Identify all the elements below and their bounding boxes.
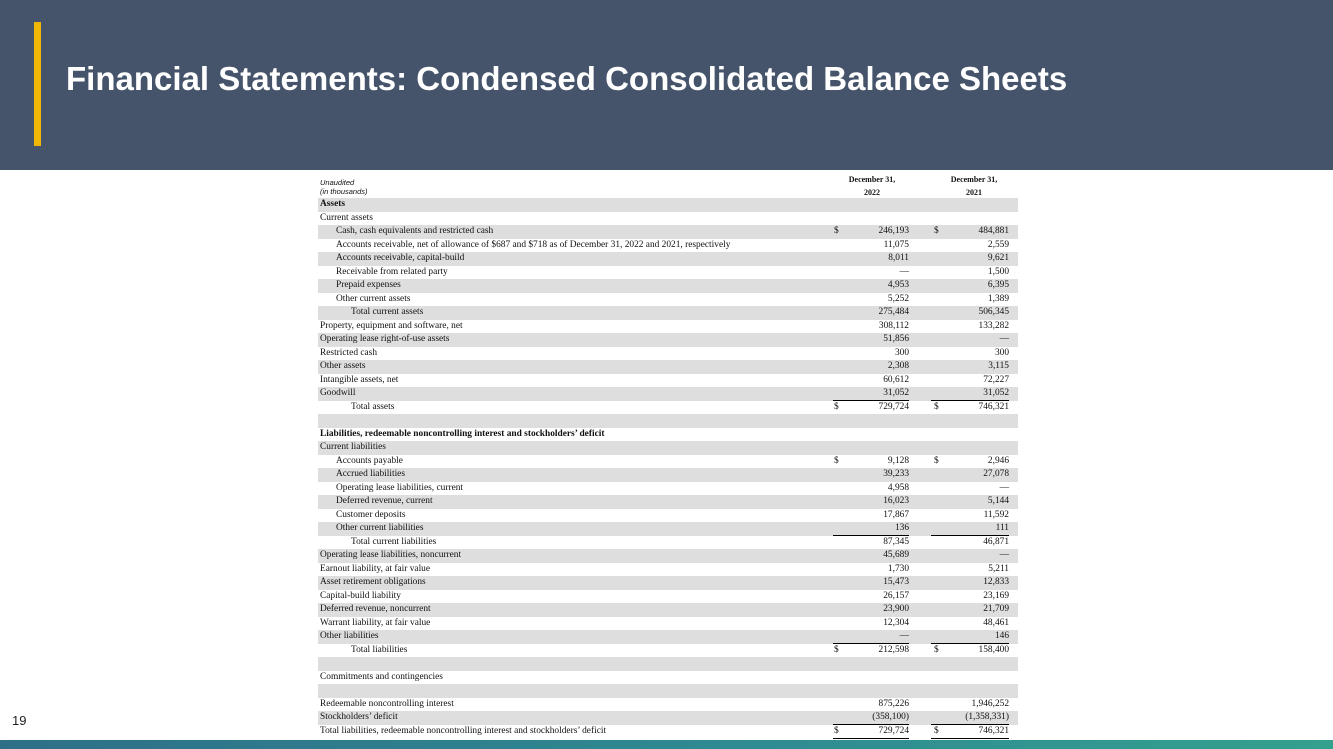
row-label: Accrued liabilities	[336, 469, 405, 479]
value-2022: 60,612	[883, 374, 909, 385]
value-2021: 12,833	[983, 577, 1009, 587]
currency-symbol: $	[834, 226, 839, 236]
value-2022: 212,598	[878, 644, 909, 655]
row-label: Total liabilities, redeemable noncontrolling interest and stockholders’ deficit	[320, 725, 607, 736]
table-row	[318, 630, 1018, 644]
value-2022: 9,128	[887, 455, 909, 466]
value-2021	[931, 441, 1009, 454]
currency-symbol: $	[934, 644, 939, 655]
value-2021: 27,078	[983, 469, 1009, 479]
table-row	[318, 509, 1018, 523]
value-2021: (1,358,331)	[931, 711, 1009, 725]
table-row	[318, 644, 1018, 658]
value-2021	[931, 428, 1009, 441]
row-label: Operating lease liabilities, noncurrent	[320, 550, 462, 560]
value-2021: 6,395	[987, 280, 1009, 290]
value-2022: 136	[833, 522, 909, 536]
value-2021: —	[999, 550, 1009, 560]
value-2021: 9,621	[987, 253, 1009, 263]
table-row	[318, 279, 1018, 293]
value-2022	[833, 441, 909, 454]
table-row	[318, 698, 1018, 712]
row-label: Total liabilities	[351, 644, 408, 655]
row-label: Assets	[320, 199, 345, 209]
value-2022: 308,112	[878, 320, 909, 331]
row-label: Warrant liability, at fair value	[320, 617, 431, 628]
row-label: Accounts receivable, net of allowance of $687 and $718 as of December 31, 2022 and 2021, respectively	[336, 239, 731, 250]
value-2021: —	[999, 482, 1009, 493]
value-2021: 300	[994, 347, 1009, 358]
value-2021: 158,400	[978, 644, 1009, 655]
table-row	[318, 657, 1018, 671]
value-2021: 506,345	[978, 307, 1009, 317]
value-2022: 17,867	[883, 509, 909, 520]
value-2022: 875,226	[878, 698, 909, 709]
table-row	[318, 266, 1018, 280]
row-label: Intangible assets, net	[320, 374, 399, 385]
value-2021: 111	[931, 522, 1009, 536]
footer-bar	[0, 740, 1333, 749]
value-2022: 45,689	[883, 550, 909, 560]
table-row	[318, 387, 1018, 401]
value-2022: 1,730	[887, 563, 909, 574]
currency-symbol: $	[934, 455, 939, 466]
value-2021	[931, 414, 1009, 427]
row-label: Total assets	[351, 401, 395, 412]
unaudited-label: Unaudited	[320, 178, 355, 187]
value-2022	[833, 414, 909, 427]
currency-symbol: $	[934, 725, 939, 736]
currency-symbol: $	[834, 455, 839, 466]
value-2022	[833, 684, 909, 697]
table-row	[318, 374, 1018, 388]
value-2021: 5,144	[987, 496, 1009, 506]
value-2021	[931, 212, 1009, 225]
slide-header	[0, 0, 1333, 170]
value-2021	[931, 657, 1009, 670]
value-2021: 3,115	[988, 361, 1009, 371]
table-row	[318, 603, 1018, 617]
table-row	[318, 671, 1018, 685]
value-2022: —	[899, 266, 909, 277]
row-label: Deferred revenue, current	[336, 496, 433, 506]
balance-sheet-table	[318, 198, 1018, 738]
table-row	[318, 225, 1018, 239]
page-number: 19	[12, 713, 27, 728]
value-2021: 1,389	[931, 293, 1009, 307]
row-label: Receivable from related party	[336, 266, 448, 277]
table-row	[318, 617, 1018, 631]
table-row	[318, 536, 1018, 550]
table-row	[318, 576, 1018, 590]
value-2022: 4,958	[887, 482, 909, 493]
table-row	[318, 401, 1018, 415]
table-row	[318, 563, 1018, 577]
value-2022: 729,724	[833, 401, 909, 417]
row-label: Redeemable noncontrolling interest	[320, 698, 454, 709]
value-2022: 5,252	[833, 293, 909, 307]
row-label: Total current liabilities	[351, 536, 437, 547]
value-2022	[833, 671, 909, 684]
value-2021: 133,282	[978, 320, 1009, 331]
table-row	[318, 320, 1018, 334]
value-2021	[931, 684, 1009, 697]
value-2021: —	[999, 334, 1009, 344]
table-row	[318, 306, 1018, 320]
row-label: Customer deposits	[336, 509, 406, 520]
value-2022: 15,473	[883, 577, 909, 587]
value-2021: 146	[931, 630, 1009, 644]
row-label: Property, equipment and software, net	[320, 320, 463, 331]
table-row	[318, 590, 1018, 604]
value-2022	[833, 198, 909, 211]
table-row	[318, 333, 1018, 347]
value-2022: 12,304	[883, 617, 909, 628]
table-row	[318, 293, 1018, 307]
row-label: Current assets	[320, 212, 373, 223]
row-label: Operating lease right-of-use assets	[320, 334, 450, 344]
row-label: Other current assets	[336, 293, 411, 304]
value-2021: 484,881	[978, 226, 1009, 236]
col-2022-header-top: December 31,	[848, 175, 896, 184]
value-2021: 1,500	[987, 266, 1009, 277]
value-2022: 729,724	[833, 725, 909, 741]
value-2022: 4,953	[887, 280, 909, 290]
value-2022: 26,157	[883, 590, 909, 601]
value-2021: 2,946	[987, 455, 1009, 466]
value-2022: 275,484	[878, 307, 909, 317]
value-2022: 16,023	[883, 496, 909, 506]
value-2021	[931, 198, 1009, 211]
value-2021: 46,871	[983, 536, 1009, 547]
table-row	[318, 428, 1018, 442]
table-row	[318, 725, 1018, 739]
row-label: Accounts payable	[336, 455, 403, 466]
row-label: Other current liabilities	[336, 523, 424, 533]
value-2022	[833, 212, 909, 225]
value-2022: 11,075	[883, 239, 909, 250]
row-label: Accounts receivable, capital-build	[336, 253, 465, 263]
value-2021: 2,559	[987, 239, 1009, 250]
value-2022: 2,308	[887, 361, 909, 371]
table-row	[318, 347, 1018, 361]
col-2022-header-year: 2022	[833, 188, 911, 199]
title-accent-bar	[34, 22, 41, 146]
currency-symbol: $	[834, 401, 839, 412]
row-label: Cash, cash equivalents and restricted cash	[336, 226, 494, 236]
value-2022	[833, 428, 909, 441]
row-label: Capital-build liability	[320, 590, 401, 601]
row-label: Goodwill	[320, 388, 356, 398]
table-row	[318, 495, 1018, 509]
table-row	[318, 198, 1018, 212]
value-2021	[931, 671, 1009, 684]
table-row	[318, 549, 1018, 563]
table-row	[318, 455, 1018, 469]
slide-title: Financial Statements: Condensed Consolidated Balance Sheets	[66, 60, 1068, 97]
row-label: Earnout liability, at fair value	[320, 563, 431, 574]
value-2022: 8,011	[888, 253, 909, 263]
row-label: Current liabilities	[320, 442, 386, 452]
table-row	[318, 482, 1018, 496]
value-2021: 48,461	[983, 617, 1009, 628]
value-2021: 5,211	[988, 563, 1009, 574]
value-2021: 23,169	[983, 590, 1009, 601]
row-label: Commitments and contingencies	[320, 671, 443, 682]
value-2022: 39,233	[883, 469, 909, 479]
row-label: Prepaid expenses	[336, 280, 401, 290]
value-2022: 300	[894, 347, 909, 358]
value-2021: 31,052	[931, 387, 1009, 401]
table-row	[318, 522, 1018, 536]
row-label: Stockholders’ deficit	[320, 712, 398, 722]
table-row	[318, 684, 1018, 698]
row-label: Other assets	[320, 361, 366, 371]
currency-symbol: $	[834, 644, 839, 655]
table-row	[318, 212, 1018, 226]
value-2022: 51,856	[883, 334, 909, 344]
value-2021: 72,227	[983, 374, 1009, 385]
row-label: Other liabilities	[320, 631, 379, 641]
col-2021-header-top: December 31,	[950, 175, 998, 184]
currency-symbol: $	[834, 725, 839, 736]
row-label: Total current assets	[351, 307, 424, 317]
value-2022: (358,100)	[833, 711, 909, 725]
value-2022: —	[833, 630, 909, 644]
value-2021: 746,321	[931, 725, 1009, 741]
units-label: (in thousands)	[320, 187, 368, 196]
value-2022: 31,052	[833, 387, 909, 401]
value-2022: 246,193	[878, 226, 909, 236]
table-row	[318, 441, 1018, 455]
row-label: Deferred revenue, noncurrent	[320, 604, 431, 614]
col-2021-header-year: 2021	[931, 188, 1017, 199]
table-row	[318, 239, 1018, 253]
currency-symbol: $	[934, 226, 939, 236]
table-row	[318, 252, 1018, 266]
currency-symbol: $	[934, 401, 939, 412]
row-label: Restricted cash	[320, 347, 378, 358]
value-2022: 23,900	[883, 604, 909, 614]
table-row	[318, 414, 1018, 428]
row-label: Liabilities, redeemable noncontrolling interest and stockholders’ deficit	[320, 428, 605, 439]
table-row	[318, 711, 1018, 725]
value-2021: 1,946,252	[971, 698, 1009, 709]
value-2021: 746,321	[931, 401, 1009, 417]
value-2021: 21,709	[983, 604, 1009, 614]
value-2022	[833, 657, 909, 670]
row-label: Operating lease liabilities, current	[336, 482, 464, 493]
row-label: Asset retirement obligations	[320, 577, 426, 587]
table-row	[318, 360, 1018, 374]
value-2021: 11,592	[983, 509, 1009, 520]
table-row	[318, 468, 1018, 482]
value-2022: 87,345	[883, 536, 909, 547]
